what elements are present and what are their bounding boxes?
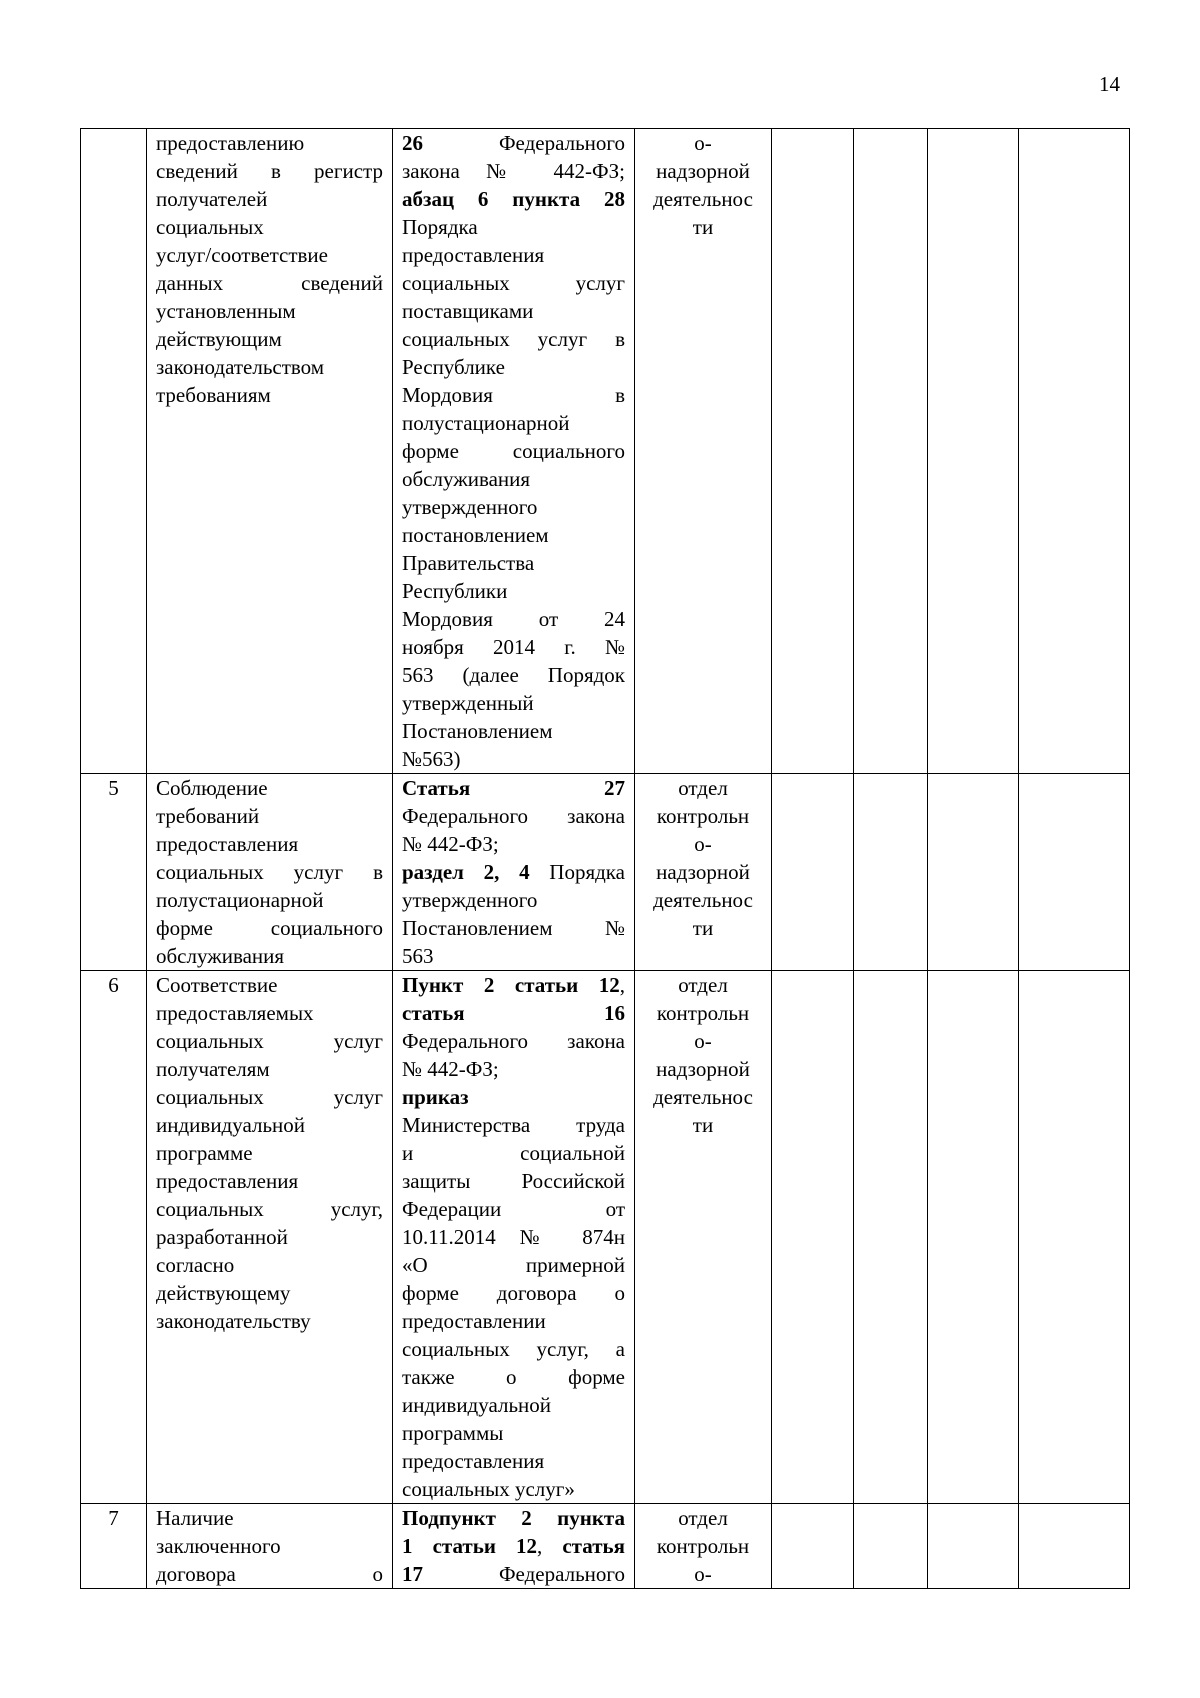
department-line: ти bbox=[692, 215, 714, 239]
legal-basis-line bbox=[402, 1363, 625, 1391]
legal-basis-line bbox=[402, 1504, 625, 1532]
requirement-line: социальных услуг bbox=[156, 1029, 383, 1053]
requirement-line: согласно bbox=[156, 1253, 235, 1277]
requirement-line: Наличие bbox=[156, 1506, 234, 1530]
empty-answer-cell bbox=[1019, 774, 1130, 971]
legal-basis-line bbox=[402, 1532, 625, 1560]
legal-basis-text: социальных услуг, а bbox=[402, 1337, 625, 1361]
requirement-line: полустационарной bbox=[156, 888, 324, 912]
table-row bbox=[81, 1504, 1130, 1589]
requirement-line: заключенного bbox=[156, 1534, 281, 1558]
legal-basis-line bbox=[402, 465, 625, 493]
requirement-line: предоставления bbox=[156, 1169, 299, 1193]
legal-basis-line bbox=[402, 774, 625, 802]
legal-basis-line bbox=[402, 1195, 625, 1223]
legal-basis-bold-text: абзац 6 пункта 28 bbox=[402, 187, 625, 211]
requirement-line: социальных услуг bbox=[156, 1085, 383, 1109]
empty-answer-cell bbox=[772, 971, 854, 1504]
requirement-cell bbox=[147, 774, 393, 971]
legal-basis-text: утвержденного bbox=[402, 495, 538, 519]
legal-basis-line bbox=[402, 549, 625, 577]
legal-basis-text: социальных услуг bbox=[402, 271, 625, 295]
responsible-department-cell bbox=[635, 774, 772, 971]
checklist-table bbox=[80, 128, 1130, 1589]
requirement-line: социальных bbox=[156, 215, 264, 239]
legal-basis-text: , bbox=[537, 1534, 563, 1558]
legal-basis-line bbox=[402, 157, 625, 185]
legal-basis-line bbox=[402, 1111, 625, 1139]
requirement-cell bbox=[147, 1504, 393, 1589]
requirement-line: сведений в регистр bbox=[156, 159, 383, 183]
legal-basis-line bbox=[402, 185, 625, 213]
legal-basis-line bbox=[402, 717, 625, 745]
legal-basis-line bbox=[402, 381, 625, 409]
department-line: ти bbox=[692, 1113, 714, 1137]
legal-basis-text: 563 (далее Порядок bbox=[402, 663, 625, 687]
legal-basis-text: Федерального bbox=[423, 1562, 625, 1586]
requirement-line: программе bbox=[156, 1141, 253, 1165]
legal-basis-line bbox=[402, 1419, 625, 1447]
requirement-line: предоставления bbox=[156, 832, 299, 856]
requirement-line: данных сведений bbox=[156, 271, 383, 295]
department-line: деятельнос bbox=[653, 1085, 753, 1109]
legal-basis-text: полустационарной bbox=[402, 411, 570, 435]
legal-basis-text: утвержденного bbox=[402, 888, 538, 912]
empty-answer-cell bbox=[1019, 1504, 1130, 1589]
legal-basis-text: 10.11.2014 № 874н bbox=[402, 1225, 625, 1249]
department-line: отдел bbox=[678, 973, 728, 997]
requirement-line: требованиям bbox=[156, 383, 271, 407]
legal-basis-line bbox=[402, 1307, 625, 1335]
legal-basis-cell bbox=[393, 971, 635, 1504]
legal-basis-text: Министерства труда bbox=[402, 1113, 625, 1137]
legal-basis-text: предоставлении bbox=[402, 1309, 546, 1333]
legal-basis-line bbox=[402, 1560, 625, 1588]
department-line: ти bbox=[692, 916, 714, 940]
legal-basis-bold-text: приказ bbox=[402, 1085, 469, 1109]
legal-basis-text: № 442-ФЗ; bbox=[402, 832, 499, 856]
legal-basis-line bbox=[402, 521, 625, 549]
legal-basis-text: и социальной bbox=[402, 1141, 625, 1165]
legal-basis-text: 563 bbox=[402, 944, 434, 968]
legal-basis-cell bbox=[393, 1504, 635, 1589]
empty-answer-cell bbox=[1019, 971, 1130, 1504]
empty-answer-cell bbox=[1019, 129, 1130, 774]
legal-basis-cell bbox=[393, 129, 635, 774]
legal-basis-text: Мордовия в bbox=[402, 383, 625, 407]
requirement-line: законодательством bbox=[156, 355, 325, 379]
legal-basis-text: Республики bbox=[402, 579, 508, 603]
requirement-line: Соблюдение bbox=[156, 776, 268, 800]
requirement-line: действующим bbox=[156, 327, 282, 351]
legal-basis-text: Федерации от bbox=[402, 1197, 625, 1221]
empty-answer-cell bbox=[854, 129, 928, 774]
department-line: контрольн bbox=[656, 1534, 750, 1558]
empty-answer-cell bbox=[854, 971, 928, 1504]
legal-basis-text: социальных услуг» bbox=[402, 1477, 575, 1501]
legal-basis-bold-text: 26 bbox=[402, 131, 423, 155]
empty-answer-cell bbox=[854, 1504, 928, 1589]
legal-basis-line bbox=[402, 1167, 625, 1195]
legal-basis-text: Постановлением bbox=[402, 719, 553, 743]
legal-basis-line bbox=[402, 577, 625, 605]
legal-basis-text: форме договора о bbox=[402, 1281, 625, 1305]
department-line: о- bbox=[694, 1029, 712, 1053]
legal-basis-line bbox=[402, 1055, 625, 1083]
legal-basis-line bbox=[402, 830, 625, 858]
legal-basis-line bbox=[402, 1223, 625, 1251]
department-line: контрольн bbox=[656, 1001, 750, 1025]
empty-answer-cell bbox=[772, 1504, 854, 1589]
legal-basis-text: «О примерной bbox=[402, 1253, 625, 1277]
row-number-cell: 7 bbox=[81, 1504, 147, 1589]
legal-basis-bold-text: 17 bbox=[402, 1562, 423, 1586]
legal-basis-line bbox=[402, 1447, 625, 1475]
page-number: 14 bbox=[1099, 72, 1120, 96]
legal-basis-line bbox=[402, 1475, 625, 1503]
requirement-line: Соответствие bbox=[156, 973, 278, 997]
legal-basis-line bbox=[402, 661, 625, 689]
requirement-line: действующему bbox=[156, 1281, 291, 1305]
requirement-line: установленным bbox=[156, 299, 296, 323]
table-row bbox=[81, 971, 1130, 1504]
legal-basis-text: социальных услуг в bbox=[402, 327, 625, 351]
legal-basis-line bbox=[402, 971, 625, 999]
legal-basis-text: закона № 442-ФЗ; bbox=[402, 159, 625, 183]
table-row bbox=[81, 129, 1130, 774]
empty-answer-cell bbox=[772, 129, 854, 774]
legal-basis-text: ноября 2014 г. № bbox=[402, 635, 625, 659]
requirement-line: договора о bbox=[156, 1562, 383, 1586]
legal-basis-text: предоставления bbox=[402, 1449, 545, 1473]
requirement-cell bbox=[147, 971, 393, 1504]
requirement-line: социальных услуг в bbox=[156, 860, 383, 884]
legal-basis-line bbox=[402, 353, 625, 381]
legal-basis-line bbox=[402, 129, 625, 157]
legal-basis-bold-text: статья 16 bbox=[402, 1001, 625, 1025]
department-line: отдел bbox=[678, 776, 728, 800]
legal-basis-text: Федерального закона bbox=[402, 1029, 625, 1053]
legal-basis-line bbox=[402, 409, 625, 437]
legal-basis-line bbox=[402, 1027, 625, 1055]
legal-basis-text: Правительства bbox=[402, 551, 535, 575]
row-number-cell: 6 bbox=[81, 971, 147, 1504]
legal-basis-line bbox=[402, 269, 625, 297]
legal-basis-text: Мордовия от 24 bbox=[402, 607, 625, 631]
empty-answer-cell bbox=[772, 774, 854, 971]
legal-basis-text: Федерального закона bbox=[402, 804, 625, 828]
requirement-line: требований bbox=[156, 804, 260, 828]
legal-basis-line bbox=[402, 942, 625, 970]
empty-answer-cell bbox=[928, 774, 1019, 971]
department-line: надзорной bbox=[656, 860, 750, 884]
empty-answer-cell bbox=[928, 129, 1019, 774]
legal-basis-line bbox=[402, 297, 625, 325]
legal-basis-text: , bbox=[619, 973, 625, 997]
legal-basis-line bbox=[402, 914, 625, 942]
requirement-line: получателям bbox=[156, 1057, 270, 1081]
requirement-line: предоставлению bbox=[156, 131, 305, 155]
department-line: контрольн bbox=[656, 804, 750, 828]
legal-basis-text: форме социального bbox=[402, 439, 625, 463]
legal-basis-line bbox=[402, 1139, 625, 1167]
requirement-line: индивидуальной bbox=[156, 1113, 305, 1137]
requirement-line: разработанной bbox=[156, 1225, 288, 1249]
legal-basis-text: защиты Российской bbox=[402, 1169, 625, 1193]
requirement-line: форме социального bbox=[156, 916, 383, 940]
department-line: деятельнос bbox=[653, 888, 753, 912]
requirement-line: социальных услуг, bbox=[156, 1197, 383, 1221]
legal-basis-line bbox=[402, 325, 625, 353]
legal-basis-line bbox=[402, 1391, 625, 1419]
responsible-department-cell bbox=[635, 971, 772, 1504]
legal-basis-text: Порядка bbox=[529, 860, 625, 884]
legal-basis-line bbox=[402, 605, 625, 633]
department-line: о- bbox=[694, 1562, 712, 1586]
legal-basis-text: также о форме bbox=[402, 1365, 625, 1389]
empty-answer-cell bbox=[854, 774, 928, 971]
legal-basis-line bbox=[402, 1251, 625, 1279]
requirement-line: получателей bbox=[156, 187, 268, 211]
department-line: о- bbox=[694, 131, 712, 155]
legal-basis-text: постановлением bbox=[402, 523, 549, 547]
legal-basis-text: №563) bbox=[402, 747, 461, 771]
requirement-line: законодательству bbox=[156, 1309, 311, 1333]
legal-basis-line bbox=[402, 633, 625, 661]
legal-basis-bold-text: раздел 2, 4 bbox=[402, 860, 530, 884]
legal-basis-bold-text: статья bbox=[562, 1534, 625, 1558]
legal-basis-cell bbox=[393, 774, 635, 971]
empty-answer-cell bbox=[928, 1504, 1019, 1589]
table-row bbox=[81, 774, 1130, 971]
legal-basis-text: Республике bbox=[402, 355, 505, 379]
legal-basis-line bbox=[402, 689, 625, 717]
legal-basis-text: утвержденный bbox=[402, 691, 534, 715]
empty-answer-cell bbox=[928, 971, 1019, 1504]
legal-basis-text: поставщиками bbox=[402, 299, 534, 323]
legal-basis-text: Федерального bbox=[423, 131, 625, 155]
responsible-department-cell bbox=[635, 129, 772, 774]
legal-basis-text: № 442-ФЗ; bbox=[402, 1057, 499, 1081]
legal-basis-line bbox=[402, 999, 625, 1027]
legal-basis-text: предоставления bbox=[402, 243, 545, 267]
legal-basis-bold-text: 1 статьи 12 bbox=[402, 1534, 538, 1558]
legal-basis-bold-text: Подпункт 2 пункта bbox=[402, 1506, 625, 1530]
legal-basis-line bbox=[402, 213, 625, 241]
legal-basis-line bbox=[402, 241, 625, 269]
legal-basis-line bbox=[402, 886, 625, 914]
legal-basis-line bbox=[402, 802, 625, 830]
legal-basis-text: индивидуальной bbox=[402, 1393, 551, 1417]
requirement-line: обслуживания bbox=[156, 944, 285, 968]
legal-basis-line bbox=[402, 1083, 625, 1111]
legal-basis-text: программы bbox=[402, 1421, 504, 1445]
legal-basis-line bbox=[402, 493, 625, 521]
legal-basis-line bbox=[402, 745, 625, 773]
responsible-department-cell bbox=[635, 1504, 772, 1589]
legal-basis-line bbox=[402, 1279, 625, 1307]
legal-basis-bold-text: Пункт 2 статьи 12 bbox=[402, 973, 620, 997]
legal-basis-text: Постановлением № bbox=[402, 916, 625, 940]
row-number-cell bbox=[81, 129, 147, 774]
requirement-line: предоставляемых bbox=[156, 1001, 314, 1025]
department-line: отдел bbox=[678, 1506, 728, 1530]
legal-basis-text: Порядка bbox=[402, 215, 478, 239]
department-line: о- bbox=[694, 832, 712, 856]
requirement-cell bbox=[147, 129, 393, 774]
row-number-cell: 5 bbox=[81, 774, 147, 971]
requirement-line: услуг/соответствие bbox=[156, 243, 328, 267]
legal-basis-line bbox=[402, 1335, 625, 1363]
department-line: деятельнос bbox=[653, 187, 753, 211]
department-line: надзорной bbox=[656, 1057, 750, 1081]
department-line: надзорной bbox=[656, 159, 750, 183]
legal-basis-line bbox=[402, 858, 625, 886]
legal-basis-line bbox=[402, 437, 625, 465]
legal-basis-bold-text: Статья 27 bbox=[402, 776, 625, 800]
legal-basis-text: обслуживания bbox=[402, 467, 531, 491]
table-body bbox=[81, 129, 1130, 1589]
